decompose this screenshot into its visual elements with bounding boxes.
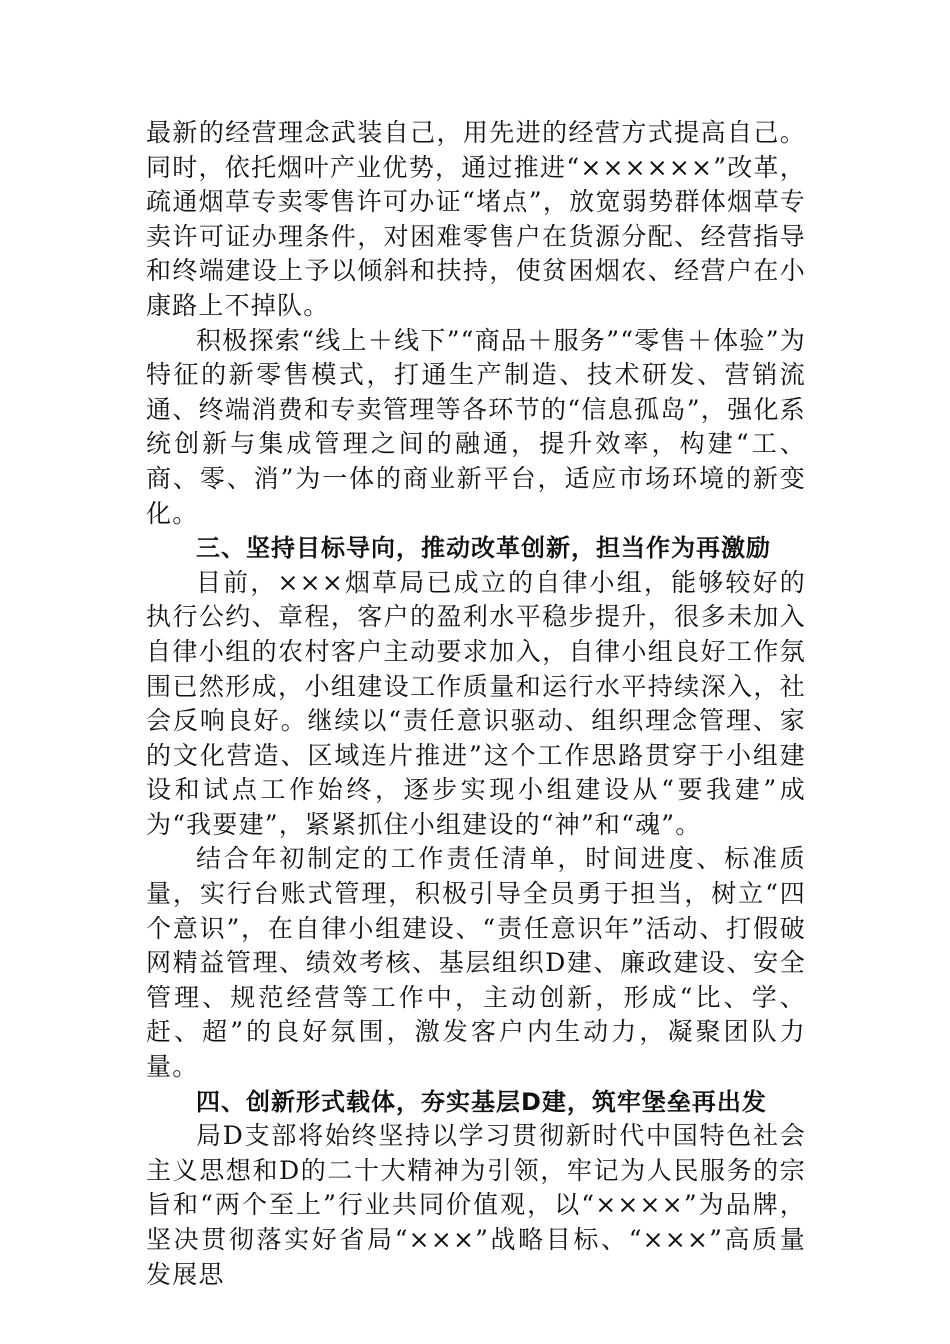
paragraph-continuation: 最新的经营理念武装自己，用先进的经营方式提高自己。同时，依托烟叶产业优势，通过推进“××××××”改革，疏通烟草专卖零售许可办证“堵点”，放宽弱势群体烟草专卖许可证办理条件，对困难零售户在货源分配、经营指导和终端建设上予以倾斜和扶持，使贫困烟农、经营户在小康路上不掉队。 [146, 118, 806, 320]
paragraph-self-discipline-group: 目前，×××烟草局已成立的自律小组，能够较好的执行公约、章程，客户的盈利水平稳步提升，很多未加入自律小组的农村客户主动要求加入，自律小组良好工作氛围已然形成，小组建设工作质量和运行水平持续深入，社会反响良好。继续以“责任意识驱动、组织理念管理、家的文化营造、区域连片推进”这个工作思路贯穿于小组建设和试点工作始终，逐步实现小组建设从“要我建”成为“我要建”，紧紧抓住小组建设的“神”和“魂”。 [146, 567, 806, 839]
paragraph-party-branch: 局D支部将始终坚持以学习贯彻新时代中国特色社会主义思想和D的二十大精神为引领，牢记为人民服务的宗旨和“两个至上”行业共同价值观，以“××××”为品牌，坚决贯彻落实好省局“×××”战略目标、“×××”高质量发展思 [146, 1121, 806, 1289]
section-heading-3: 三、坚持目标导向，推动改革创新，担当作为再激励 [196, 534, 771, 563]
paragraph-new-retail: 积极探索“线上＋线下”“商品＋服务”“零售＋体验”为特征的新零售模式，打通生产制造、技术研发、营销流通、终端消费和专卖管理等各环节的“信息孤岛”，强化系统创新与集成管理之间的融通，提升效率，构建“工、商、零、消”为一体的商业新平台，适应市场环境的新变化。 [146, 325, 806, 528]
document-page [146, 116, 806, 1292]
section-heading-4: 四、创新形式载体，夯实基层D建，筑牢堡垒再出发 [196, 1087, 767, 1116]
paragraph-responsibility-list: 结合年初制定的工作责任清单，时间进度、标准质量，实行台账式管理，积极引导全员勇于担当，树立“四个意识”，在自律小组建设、“责任意识年”活动、打假破网精益管理、绩效考核、基层组织D建、廉政建设、安全管理、规范经营等工作中，主动创新，形成“比、学、赶、超”的良好氛围，激发客户内生动力，凝聚团队力量。 [146, 844, 806, 1082]
